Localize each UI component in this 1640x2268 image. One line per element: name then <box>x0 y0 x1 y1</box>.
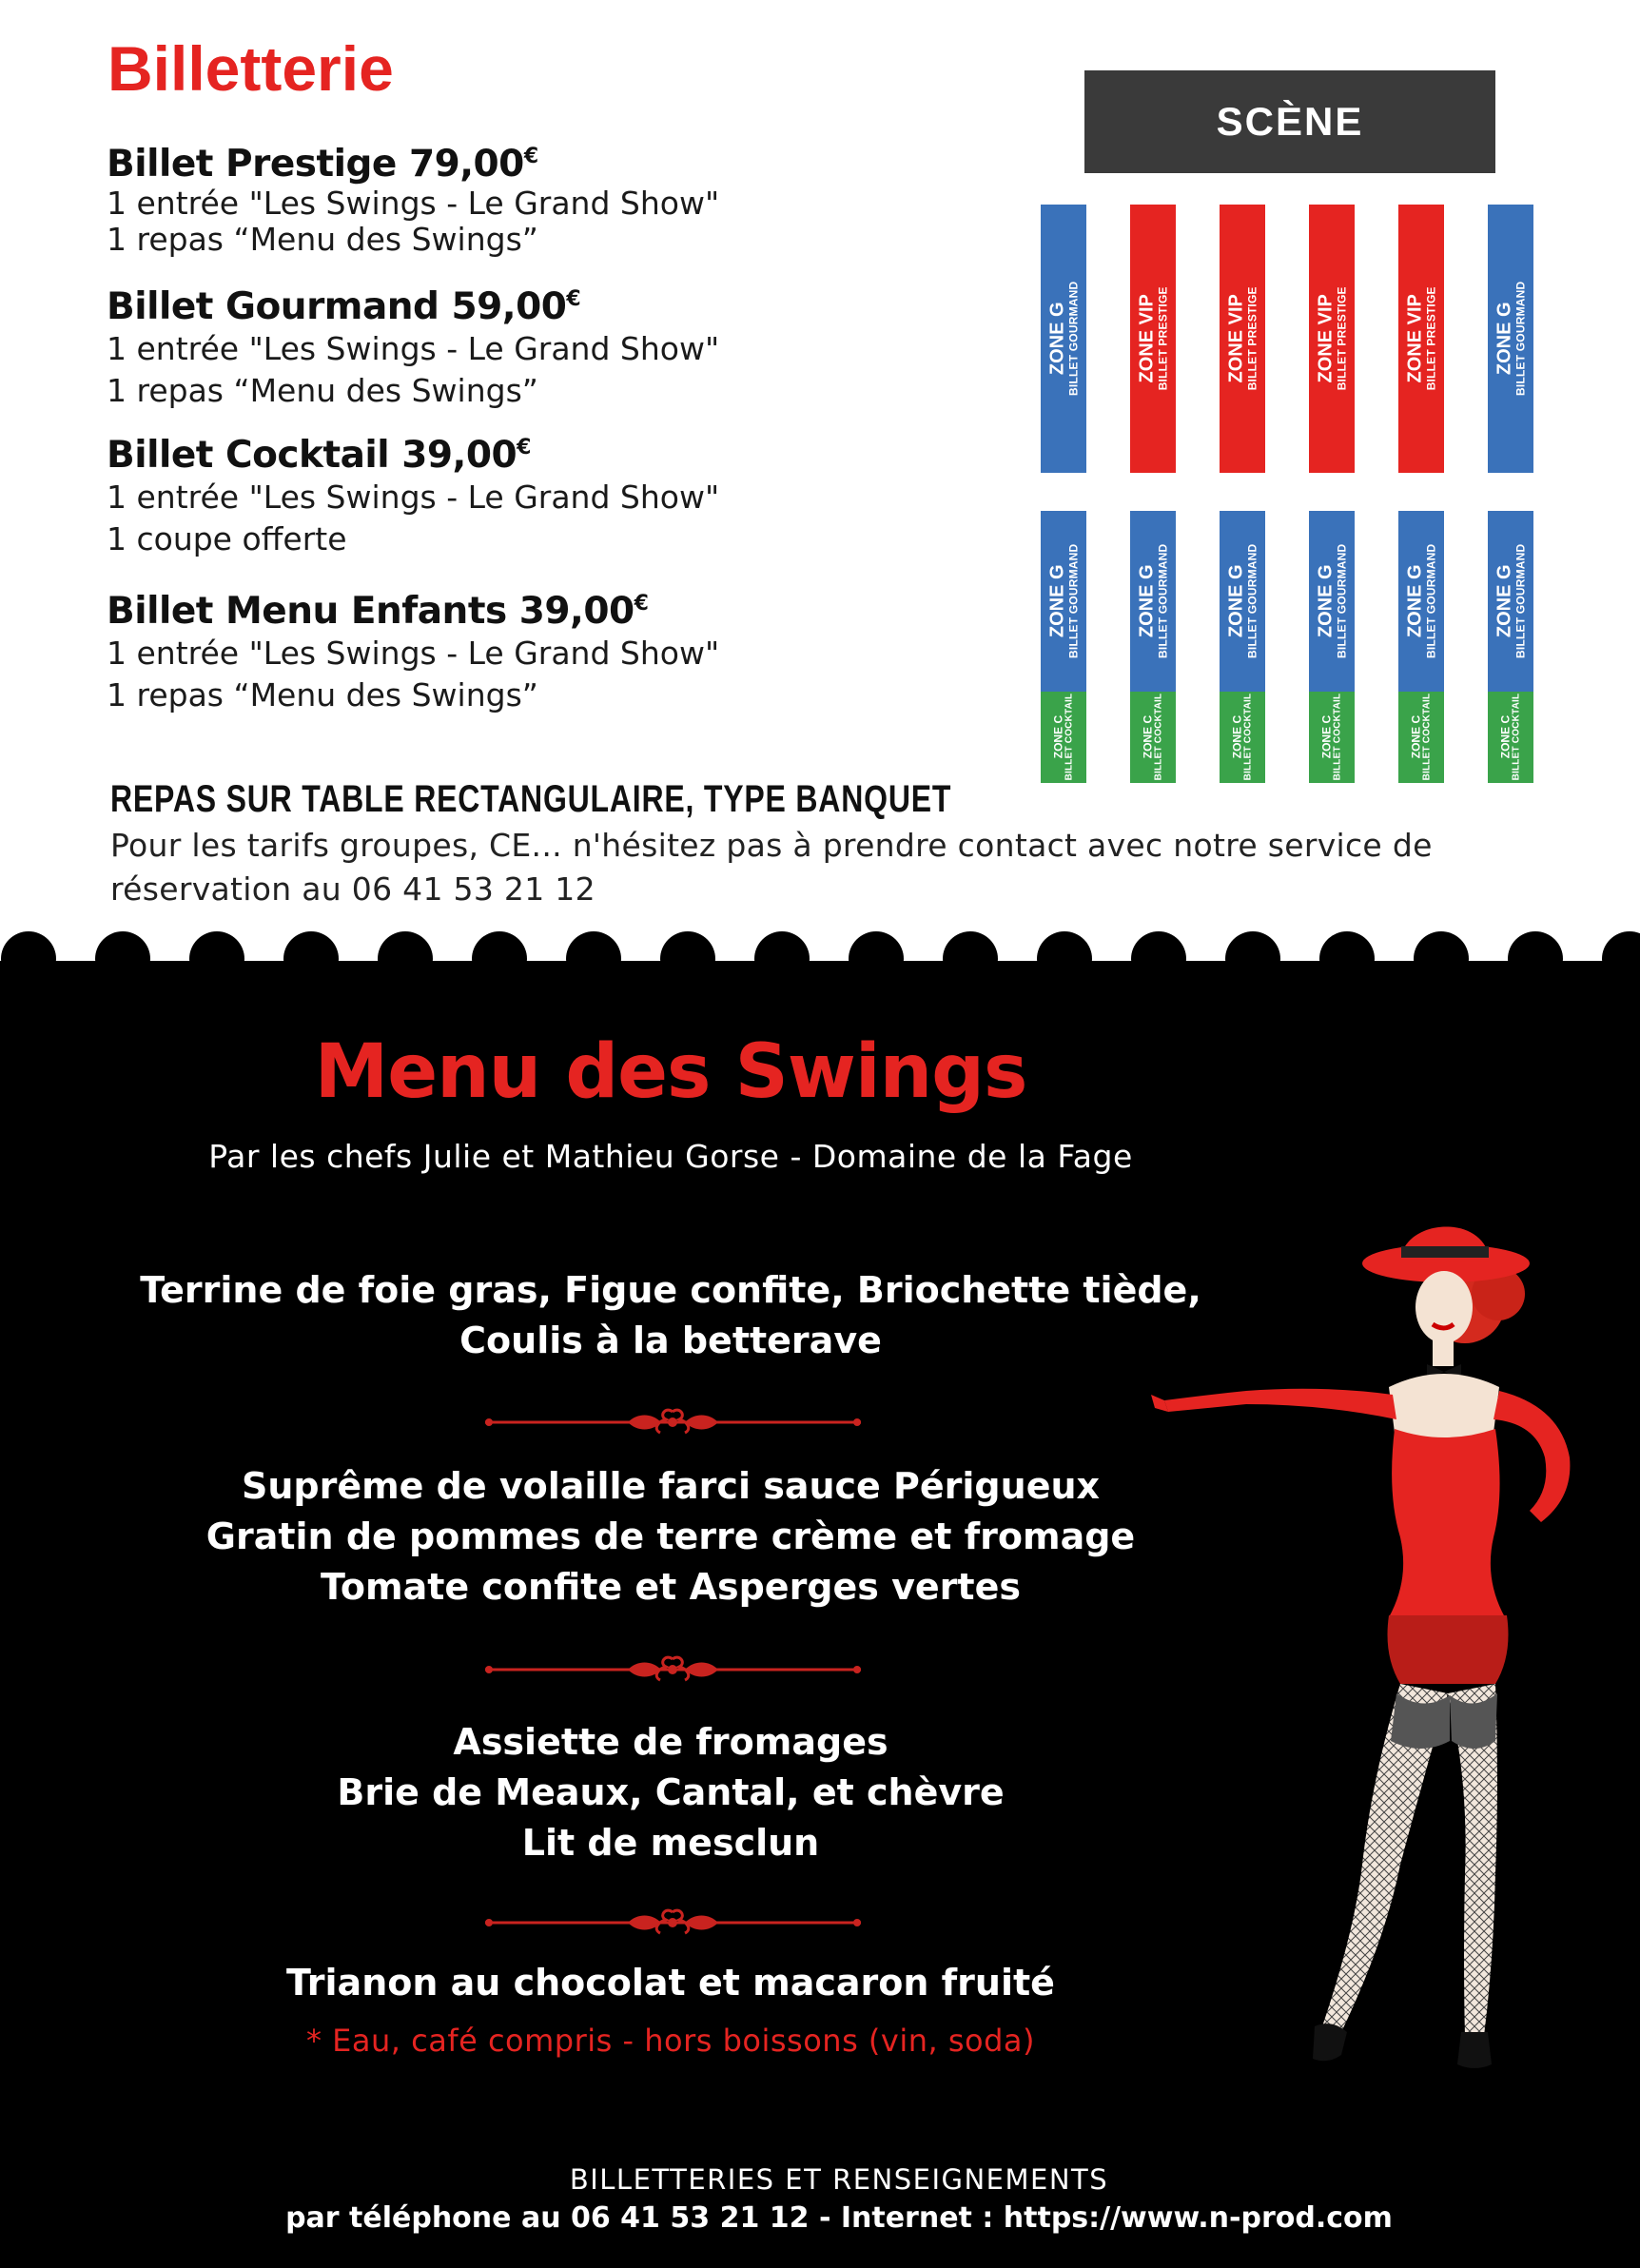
zone-label: ZONE C <box>1141 715 1155 759</box>
table-zone-g <box>1220 511 1265 692</box>
table-zone-g <box>1488 205 1533 473</box>
table-zone-g <box>1130 511 1176 692</box>
table-zone-c <box>1130 692 1176 783</box>
table-zone-g <box>1041 205 1086 473</box>
ticket-line: 1 repas “Menu des Swings” <box>107 372 538 409</box>
zone-label: ZONE VIP <box>1404 294 1426 383</box>
ticket-name: Billet Menu Enfants 39,00€ <box>107 590 649 633</box>
ticket-type-label: BILLET COCKTAIL <box>1332 694 1343 781</box>
table-zone-c <box>1041 692 1086 783</box>
zone-label: ZONE C <box>1051 715 1065 759</box>
table-zone-vip <box>1220 205 1265 473</box>
ticket-type-label: BILLET COCKTAIL <box>1511 694 1522 781</box>
ticket-line: 1 entrée "Les Swings - Le Grand Show" <box>107 635 720 672</box>
ticket-type-label: BILLET PRESTIGE <box>1335 286 1349 391</box>
ticket-name: Billet Cocktail 39,00€ <box>107 434 531 477</box>
course-line: Terrine de foie gras, Figue confite, Briochette tiède, <box>140 1269 1201 1311</box>
ticket-gourmand <box>107 285 719 412</box>
table-zone-g <box>1041 511 1086 692</box>
zone-label: ZONE G <box>1494 564 1515 638</box>
footer-contact: par téléphone au 06 41 53 21 12 - Internet : https://www.n-prod.com <box>285 2201 1393 2235</box>
ticket-type-label: BILLET COCKTAIL <box>1242 694 1254 781</box>
table-zone-g <box>1488 511 1533 692</box>
ticket-type-label: BILLET GOURMAND <box>1424 543 1438 659</box>
ticket-prestige <box>107 143 719 258</box>
billetterie-title: Billetterie <box>107 33 394 104</box>
table-zone-c <box>1220 692 1265 783</box>
zone-label: ZONE C <box>1230 715 1244 759</box>
zone-label: ZONE C <box>1319 715 1334 759</box>
cabaret-dancer-illustration <box>1151 1208 1627 2083</box>
course-line: Assiette de fromages <box>453 1721 888 1763</box>
scene-block <box>1084 70 1495 173</box>
table-zone-vip <box>1130 205 1176 473</box>
course-line: Suprême de volaille farci sauce Périgueux <box>241 1465 1101 1507</box>
menu-chefs: Par les chefs Julie et Mathieu Gorse - Domaine de la Fage <box>208 1138 1133 1175</box>
zone-label: ZONE G <box>1136 564 1158 638</box>
course-main <box>0 1461 1341 1613</box>
zone-label: ZONE G <box>1315 564 1337 638</box>
ornament-divider <box>485 1408 861 1437</box>
course-line: Tomate confite et Asperges vertes <box>321 1566 1021 1608</box>
course-cheese <box>0 1717 1341 1868</box>
table-zone-vip <box>1309 205 1355 473</box>
zone-label: ZONE G <box>1494 302 1515 376</box>
ticket-type-label: BILLET GOURMAND <box>1513 543 1528 659</box>
course-line: Lit de mesclun <box>521 1822 820 1864</box>
table-zone-g <box>1398 511 1444 692</box>
course-line: Gratin de pommes de terre crème et fromage <box>205 1515 1136 1557</box>
table-zone-c <box>1309 692 1355 783</box>
zone-label: ZONE VIP <box>1136 294 1158 383</box>
ticket-line: 1 repas “Menu des Swings” <box>107 221 538 258</box>
ticket-type-label: BILLET PRESTIGE <box>1245 286 1259 391</box>
menu-title: Menu des Swings <box>314 1029 1027 1115</box>
course-line: Coulis à la betterave <box>459 1320 882 1361</box>
ticket-type-label: BILLET GOURMAND <box>1156 543 1170 659</box>
table-zone-vip <box>1398 205 1444 473</box>
course-line: Trianon au chocolat et macaron fruité <box>286 1962 1055 2004</box>
ticket-line: 1 coupe offerte <box>107 520 347 557</box>
zone-label: ZONE G <box>1046 564 1068 638</box>
table-zone-g <box>1309 511 1355 692</box>
ticket-cocktail <box>107 434 719 560</box>
ticket-type-label: BILLET GOURMAND <box>1066 543 1081 659</box>
ticket-name: Billet Gourmand 59,00€ <box>107 285 581 328</box>
ticket-type-label: BILLET COCKTAIL <box>1421 694 1433 781</box>
ornament-divider <box>485 1908 861 1937</box>
zone-label: ZONE G <box>1404 564 1426 638</box>
ticket-line: 1 repas “Menu des Swings” <box>107 676 538 714</box>
ticket-type-label: BILLET COCKTAIL <box>1064 694 1075 781</box>
ticket-line: 1 entrée "Les Swings - Le Grand Show" <box>107 330 720 367</box>
zone-label: ZONE C <box>1498 715 1513 759</box>
ticket-type-label: BILLET PRESTIGE <box>1156 286 1170 391</box>
scalloped-border <box>0 928 1640 985</box>
course-starter <box>0 1265 1341 1366</box>
ticket-type-label: BILLET GOURMAND <box>1066 281 1081 397</box>
ticket-type-label: BILLET GOURMAND <box>1335 543 1349 659</box>
ticket-name: Billet Prestige 79,00€ <box>107 143 538 186</box>
zone-label: ZONE G <box>1046 302 1068 376</box>
banquet-note: REPAS SUR TABLE RECTANGULAIRE, TYPE BANQUET <box>110 778 952 820</box>
menu-note: * Eau, café compris - hors boissons (vin, soda) <box>306 2023 1035 2059</box>
ticket-type-label: BILLET PRESTIGE <box>1424 286 1438 391</box>
course-line: Brie de Meaux, Cantal, et chèvre <box>337 1771 1005 1813</box>
course-dessert <box>0 1958 1341 2008</box>
ticket-type-label: BILLET COCKTAIL <box>1153 694 1164 781</box>
ticket-menu-enfants <box>107 590 719 716</box>
ticket-type-label: BILLET GOURMAND <box>1245 543 1259 659</box>
zone-label: ZONE VIP <box>1315 294 1337 383</box>
table-zone-c <box>1398 692 1444 783</box>
zone-label: ZONE VIP <box>1225 294 1247 383</box>
groups-contact: Pour les tarifs groupes, CE... n'hésitez pas à prendre contact avec notre service de réservation au 06 41 53 21 12 <box>110 827 1433 908</box>
ornament-divider <box>485 1655 861 1684</box>
ticket-line: 1 entrée "Les Swings - Le Grand Show" <box>107 185 720 222</box>
zone-label: ZONE G <box>1225 564 1247 638</box>
scene-label: SCÈNE <box>1216 99 1364 144</box>
ticket-line: 1 entrée "Les Swings - Le Grand Show" <box>107 479 720 516</box>
footer-heading: BILLETTERIES ET RENSEIGNEMENTS <box>569 2163 1109 2196</box>
zone-label: ZONE C <box>1409 715 1423 759</box>
table-zone-c <box>1488 692 1533 783</box>
ticket-type-label: BILLET GOURMAND <box>1513 281 1528 397</box>
